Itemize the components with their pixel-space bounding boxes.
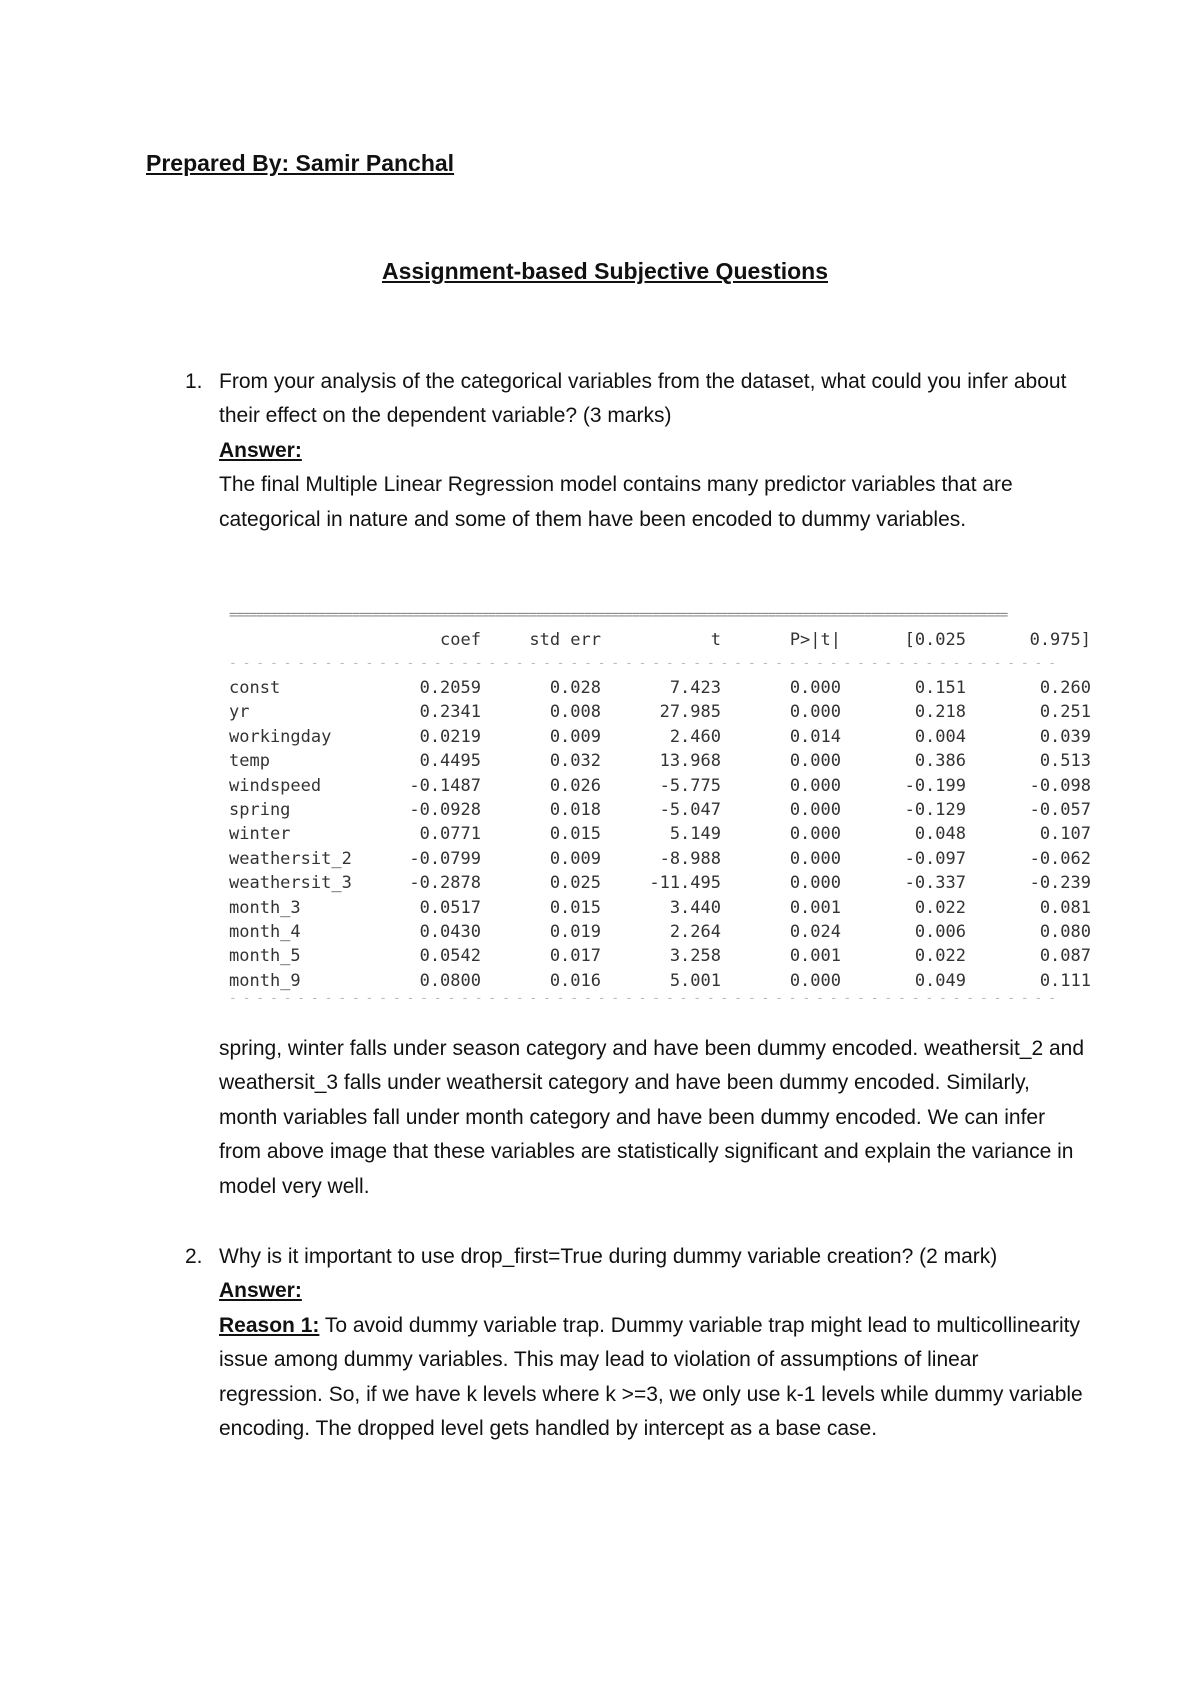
table-cell: 0.009 — [549, 726, 601, 747]
table-cell: 3.440 — [669, 897, 721, 918]
table-cell: -0.129 — [904, 799, 966, 820]
table-row — [229, 969, 1111, 993]
table-cell: 0.017 — [549, 946, 601, 967]
question-number: 1. — [185, 370, 203, 393]
table-cell: 0.000 — [789, 678, 841, 698]
variable-name: weathersit_2 — [229, 848, 352, 869]
table-cell: 13.968 — [659, 751, 721, 772]
table-row — [229, 847, 1111, 871]
table-cell: -0.1487 — [409, 775, 481, 796]
variable-name: month_4 — [229, 921, 301, 942]
table-cell: 0.024 — [789, 921, 841, 942]
table-cell: 0.0430 — [419, 921, 481, 942]
table-cell: 0.081 — [1039, 897, 1091, 918]
answer-after-table: spring, winter falls under season category and have been dummy encoded. weathersit_2 and weathersit_3 falls under weathersit category and have been dummy encoded. Similarly, month variables fall under month category and have been dummy encoded. We can infer from above image that these variables are statistically significant and explain the variance in model very well. — [219, 1037, 1085, 1198]
question-text: From your analysis of the categorical variables from the dataset, what could you infer about their effect on the dependent variable? (3 marks) — [219, 370, 1067, 428]
table-cell: 0.080 — [1039, 921, 1091, 942]
question-1 — [185, 365, 1085, 537]
table-cell: 7.423 — [669, 678, 721, 698]
table-cell: 0.004 — [914, 726, 966, 747]
table-row — [229, 822, 1111, 846]
table-row — [229, 725, 1111, 749]
table-cell: -0.0799 — [409, 848, 481, 869]
answer-intro: The final Multiple Linear Regression model contains many predictor variables that are categorical in nature and some of them have been encoded to dummy variables. — [219, 473, 1013, 531]
table-cell: -0.337 — [904, 873, 966, 894]
regression-table — [229, 610, 1111, 1005]
table-cell: 27.985 — [659, 702, 721, 723]
table-cell: 0.014 — [789, 726, 841, 747]
table-cell: 0.025 — [549, 873, 601, 894]
table-cell: 0.001 — [789, 897, 841, 918]
table-cell: -11.495 — [649, 873, 721, 894]
table-cell: 5.149 — [669, 824, 721, 845]
variable-name: yr — [229, 702, 250, 723]
table-cell: 0.000 — [789, 775, 841, 796]
table-cell: 0.039 — [1039, 726, 1091, 747]
reason-label: Reason 1: — [219, 1313, 320, 1337]
answer-label: Answer: — [219, 1279, 302, 1303]
table-cell: 0.251 — [1039, 702, 1091, 723]
table-row — [229, 920, 1111, 944]
table-cell: 0.151 — [914, 678, 966, 698]
variable-name: weathersit_3 — [229, 873, 352, 894]
table-cell: -0.097 — [904, 848, 966, 869]
table-cell: -0.2878 — [409, 873, 481, 894]
variable-name: month_5 — [229, 946, 301, 967]
table-cell: -0.199 — [904, 775, 966, 796]
variable-name: month_9 — [229, 970, 301, 991]
table-cell: 0.4495 — [419, 751, 481, 772]
table-cell: 0.015 — [549, 897, 601, 918]
table-cell: 0.016 — [549, 970, 601, 991]
table-header-cell: 0.975] — [1029, 630, 1091, 650]
table-cell: 3.258 — [669, 946, 721, 967]
table-row — [229, 871, 1111, 895]
table-cell: 0.111 — [1039, 970, 1091, 991]
variable-name: workingday — [229, 726, 332, 747]
table-cell: -5.047 — [659, 799, 721, 820]
table-cell: -0.057 — [1029, 799, 1091, 820]
prepared-by: Prepared By: Samir Panchal — [146, 150, 455, 176]
table-header-cell — [229, 622, 369, 658]
table-cell: 0.000 — [789, 702, 841, 723]
table-cell: 0.001 — [789, 946, 841, 967]
table-cell: 0.006 — [914, 921, 966, 942]
table-cell: 2.460 — [669, 726, 721, 747]
table-cell: 0.107 — [1039, 824, 1091, 845]
table-cell: 5.001 — [669, 970, 721, 991]
table-row — [229, 944, 1111, 968]
table-cell: -0.239 — [1029, 873, 1091, 894]
table-cell: 0.0219 — [419, 726, 481, 747]
table-cell: 0.386 — [914, 751, 966, 772]
variable-name: const — [229, 678, 281, 698]
reason-text: To avoid dummy variable trap. Dummy variable trap might lead to multicollinearity issue among dummy variables. This may lead to violation of assumptions of linear regression. So, if we have k levels where k >=3, we only use k-1 levels while dummy variable encoding. The dropped level gets handled by intercept as a base case. — [219, 1313, 1083, 1441]
table-header-rule: - - - - - - - - - - - - - - - - - - - - - - - - - - - - - - - - - - - - - - - - - - - - - - - - - - - - - - - - - - - - - — [229, 658, 1056, 670]
table-cell: 0.008 — [549, 702, 601, 723]
table-cell: 0.019 — [549, 921, 601, 942]
table-cell: 0.0517 — [419, 897, 481, 918]
table-cell: 0.049 — [914, 970, 966, 991]
variable-name: winter — [229, 824, 291, 845]
table-top-rule: ================================================================================================================== — [229, 610, 1008, 622]
page-title: Assignment-based Subjective Questions — [381, 258, 829, 284]
answer-1-continued — [185, 1032, 1085, 1204]
table-cell: 0.015 — [549, 824, 601, 845]
question-2 — [185, 1240, 1085, 1446]
table-row — [229, 700, 1111, 724]
table-cell: -0.098 — [1029, 775, 1091, 796]
table-cell: 0.000 — [789, 873, 841, 894]
table-cell: 0.000 — [789, 799, 841, 820]
question-text: Why is it important to use drop_first=True during dummy variable creation? (2 mark) — [219, 1245, 998, 1268]
table-row — [229, 798, 1111, 822]
table-header-cell: coef — [440, 630, 481, 650]
table-header-cell: std err — [529, 630, 601, 650]
variable-name: temp — [229, 751, 270, 772]
table-cell: -0.062 — [1029, 848, 1091, 869]
table-cell: 0.513 — [1039, 751, 1091, 772]
answer-label: Answer: — [219, 438, 302, 462]
table-cell: 0.0800 — [419, 970, 481, 991]
table-header-cell: [0.025 — [904, 630, 966, 650]
table-cell: 0.022 — [914, 946, 966, 967]
table-header-cell: P>|t| — [789, 630, 841, 650]
table-cell: 0.2059 — [419, 678, 481, 698]
table-cell: -5.775 — [659, 775, 721, 796]
table-cell: 0.048 — [914, 824, 966, 845]
variable-name: windspeed — [229, 775, 322, 796]
table-row — [229, 774, 1111, 798]
table-cell: 0.022 — [914, 897, 966, 918]
question-number: 2. — [185, 1245, 203, 1268]
table-cell: 0.2341 — [419, 702, 481, 723]
table-cell: 0.028 — [549, 678, 601, 698]
table-cell: 0.0771 — [419, 824, 481, 845]
table-cell: 0.0542 — [419, 946, 481, 967]
table-cell: 0.026 — [549, 775, 601, 796]
table-cell: 0.000 — [789, 970, 841, 991]
variable-name: spring — [229, 799, 291, 820]
answer-reason-1 — [219, 1309, 1085, 1447]
table-row — [229, 896, 1111, 920]
table-cell: 0.009 — [549, 848, 601, 869]
table-cell: 0.000 — [789, 848, 841, 869]
variable-name: month_3 — [229, 897, 301, 918]
table-cell: -8.988 — [659, 848, 721, 869]
table-cell: 2.264 — [669, 921, 721, 942]
table-cell: 0.260 — [1039, 678, 1091, 698]
table-cell: 0.032 — [549, 751, 601, 772]
table-header-cell: t — [710, 630, 721, 650]
table-cell: 0.087 — [1039, 946, 1091, 967]
table-cell: 0.000 — [789, 824, 841, 845]
table-cell: 0.000 — [789, 751, 841, 772]
table-header — [229, 622, 1111, 658]
table-row — [229, 676, 1111, 700]
table-cell: -0.0928 — [409, 799, 481, 820]
table-cell: 0.218 — [914, 702, 966, 723]
table-cell: 0.018 — [549, 799, 601, 820]
table-bottom-rule: - - - - - - - - - - - - - - - - - - - - - - - - - - - - - - - - - - - - - - - - - - - - - - - - - - - - - - - - - - - - - — [229, 993, 1056, 1006]
table-row — [229, 749, 1111, 773]
